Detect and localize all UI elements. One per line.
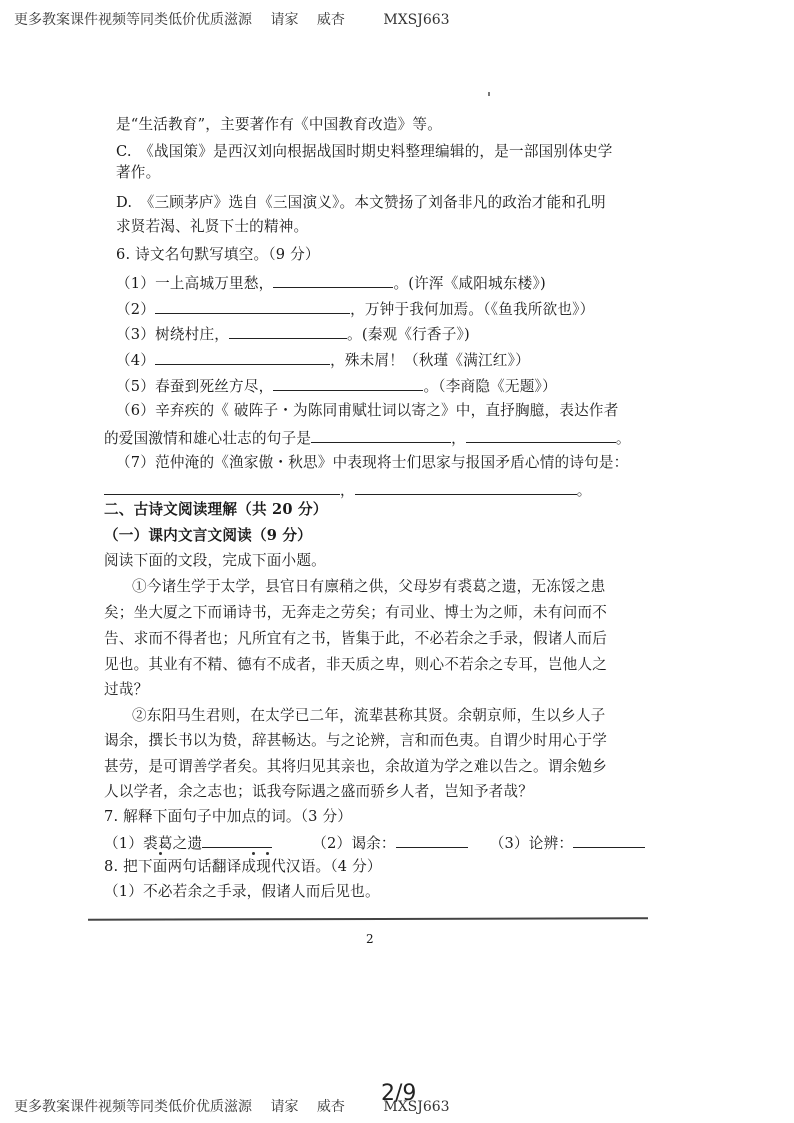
instruction-text: 阅读下面的文段，完成下面小题。 [104,552,326,569]
page-header [14,9,450,29]
header-code: MXSJ663 [383,12,450,28]
passage-line: ①今诸生学于太学，县官日有廪稍之供，父母岁有裘葛之遗，无冻馁之患 [132,578,606,595]
q7-item-2: （2）谒余： [312,835,396,852]
page-number: 2 [366,932,374,946]
punctuation: 。 [576,482,592,499]
poem-blank-2 [116,298,594,320]
punctuation: 。 [615,430,631,447]
option-c-line: C. 《战国策》是西汉刘向根据战国时期史料整理编辑的，是一部国别体史学 [116,143,613,160]
poem-text: （4） [116,352,156,369]
poem-blank-7-prompt: （7）范仲淹的《渔家傲・秋思》中表现将士们思家与报国矛盾心情的诗句是： [116,454,629,471]
emphasis-dot [159,852,162,855]
footer-contact-2: 威杏 [316,1099,345,1115]
passage-line: 过哉？ [104,681,149,698]
punctuation: ， [451,430,466,447]
footer-contact-1: 请家 [270,1099,299,1115]
poem-blank-3 [116,323,470,345]
page-bottom-rule [88,917,648,920]
page-counter: 2/9 [381,1081,417,1106]
text-line: 是“生活教育”，主要著作有《中国教育改造》等。 [116,116,442,133]
emphasis-dot [252,852,255,855]
scan-speck [488,92,490,96]
footer-promo-text: 更多教案课件视频等同类低价优质滋源 [14,1099,252,1115]
question-8-item-1: （1）不必若余之手录，假诸人而后见也。 [104,883,380,900]
section-2-1-title: （一）课内文言文阅读（9 分） [104,527,312,544]
text-line: 著作。 [116,164,161,181]
answer-blank[interactable] [229,323,347,339]
poem-source: 。(秦观《行香子》) [347,326,470,343]
answer-blank[interactable] [466,427,616,443]
poem-source: ，万钟于我何加焉。（《鱼我所欲也》） [350,301,595,318]
poem-text: （1）一上高城万里愁， [116,275,274,292]
question-8-title: 8. 把下面两句话翻译成现代汉语。（4 分） [104,858,382,875]
poem-text: 的爱国激情和雄心壮志的句子是 [104,430,312,447]
poem-text: （5）春蚕到死丝方尽， [116,378,274,395]
answer-blank[interactable] [355,479,577,495]
emphasis-dot [266,852,269,855]
poem-blank-7 [104,479,592,501]
answer-blank[interactable] [573,832,645,848]
footer-code: MXSJ663 [383,1099,450,1115]
poem-blank-1 [116,272,546,294]
answer-blank[interactable] [311,427,451,443]
question-7-items [104,832,645,854]
header-contact-2: 威杏 [316,12,345,28]
passage-line: 告、求而不得者也；凡所宜有之书，皆集于此，不必若余之手录，假诸人而后 [104,630,607,647]
header-contact-1: 请家 [270,12,299,28]
poem-source: 。(许浑《咸阳城东楼》) [393,275,546,292]
option-d-line: D. 《三顾茅庐》选自《三国演义》。本文赞扬了刘备非凡的政治才能和孔明 [116,194,606,211]
passage-line: ②东阳马生君则，在太学已二年，流辈甚称其贤。余朝京师，生以乡人子 [132,707,606,724]
answer-blank[interactable] [104,479,340,495]
poem-source: ，殊未屑！（秋瑾《满江红》） [330,352,530,369]
question-6-title: 6. 诗文名句默写填空。（9 分） [116,246,320,263]
answer-blank[interactable] [396,832,468,848]
text-line: 求贤若渴、礼贤下士的精神。 [116,218,309,235]
section-2-title: 二、古诗文阅读理解（共 20 分） [104,501,328,518]
poem-blank-6-prompt: （6）辛弃疾的《 破阵子・为陈同甫赋壮词以寄之》中，直抒胸臆，表达作者 [116,402,619,419]
poem-blank-5 [116,375,557,397]
passage-line: 谒余，撰长书以为贽，辞甚畅达。与之论辨，言和而色夷。自谓少时用心于学 [104,732,607,749]
passage-line: 甚劳，是可谓善学者矣。其将归见其亲也，余故道为学之难以告之。谓余勉乡 [104,758,607,775]
q7-item-3: （3）论辨： [489,835,574,852]
passage-line: 人以学者，余之志也；诋我夸际遇之盛而骄乡人者，岂知予者哉？ [104,783,534,800]
poem-blank-4 [116,349,530,371]
poem-blank-6 [104,427,631,449]
poem-text: （3）树绕村庄， [116,326,230,343]
poem-source: 。（李商隐《无题》） [423,378,557,395]
answer-blank[interactable] [273,375,423,391]
header-promo-text: 更多教案课件视频等同类低价优质滋源 [14,12,252,28]
q7-item-1: （1）裘葛之遗 [104,835,203,852]
poem-text: （2） [116,301,156,318]
answer-blank[interactable] [155,298,350,314]
answer-blank[interactable] [155,349,330,365]
passage-line: 见也。其业有不精、德有不成者，非天质之卑，则心不若余之专耳，岂他人之 [104,656,607,673]
passage-line: 矣；坐大厦之下而诵诗书，无奔走之劳矣；有司业、博士为之师，未有问而不 [104,604,607,621]
question-7-title: 7. 解释下面句子中加点的词。（3 分） [104,808,353,825]
punctuation: ， [340,482,355,499]
answer-blank[interactable] [273,272,393,288]
answer-blank[interactable] [202,832,272,848]
